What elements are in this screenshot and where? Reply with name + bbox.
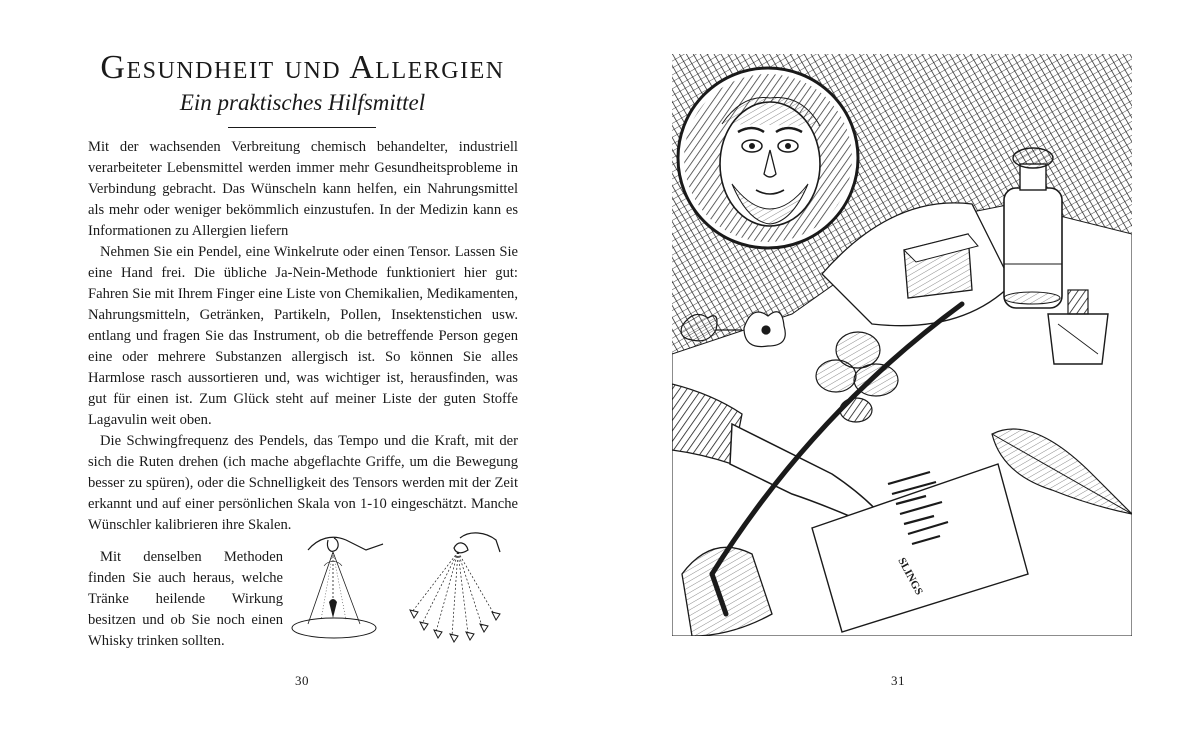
pendulum-sketch [288, 520, 400, 650]
page-number-left: 30 [295, 673, 309, 688]
page-number-right: 31 [891, 673, 905, 688]
body-text-narrow [88, 547, 283, 652]
paragraph-4: Mit denselben Methoden finden Sie auch heraus, welche Tränke heilende Wirkung besitzen und ob Sie noch einen Whisky trinken sollten. [88, 549, 283, 649]
tensor-sketch [400, 520, 510, 650]
paragraph-2: Nehmen Sie ein Pendel, eine Winkelrute oder einen Tensor. Lassen Sie eine Hand frei. Die übliche Ja-Nein-Methode funktioniert hier gut: Fahren Sie mit Ihrem Finger eine Liste von Chemikalien, Medikamenten, Nahrungsmitteln, Getränken, Partikeln, Pollen, Insektenstichen usw. entlang und fragen Sie das Instrument, ob die betreffende Person gegen eine oder mehrere Substanzen allergisch ist. So können Sie alles Harmlose rasch aussortieren und, was wichtiger ist, herausfinden, was gut für einen ist. Zum Glück steht auf meiner Liste der guten Stoffe Lagavulin weit oben. [88, 244, 518, 428]
chapter-title: Gesundheit und Allergien [100, 49, 505, 86]
dowsing-illustration [672, 54, 1132, 636]
mirror-portrait [678, 68, 858, 248]
list-card-text: SLINGS [895, 555, 925, 598]
body-text [88, 137, 518, 536]
chapter-subtitle: Ein praktisches Hilfsmittel [179, 90, 426, 115]
title-divider [228, 127, 376, 128]
paragraph-3: Die Schwingfrequenz des Pendels, das Tempo und die Kraft, mit der sich die Ruten drehen (ich mache abgeflachte Griffe, um die Bewegung besser zu spüren), oder die Schnelligkeit des Tensors werden mit der Zeit erkannt und auf einer persönlichen Skala von 1-10 eingeschätzt. Manche Wünschler kalibrieren ihre Skalen. [88, 433, 518, 533]
paragraph-1: Mit der wachsenden Verbreitung chemisch behandelter, industriell verarbeiteter Lebensmittel werden immer mehr Gesundheitsprobleme in Verbindung gebracht. Das Wünscheln kann helfen, ein Nahrungsmittel als mehr oder weniger bekömmlich einzustufen. In der Medizin kann es Informationen zu Allergien liefern [88, 139, 518, 239]
right-page [600, 0, 1200, 729]
